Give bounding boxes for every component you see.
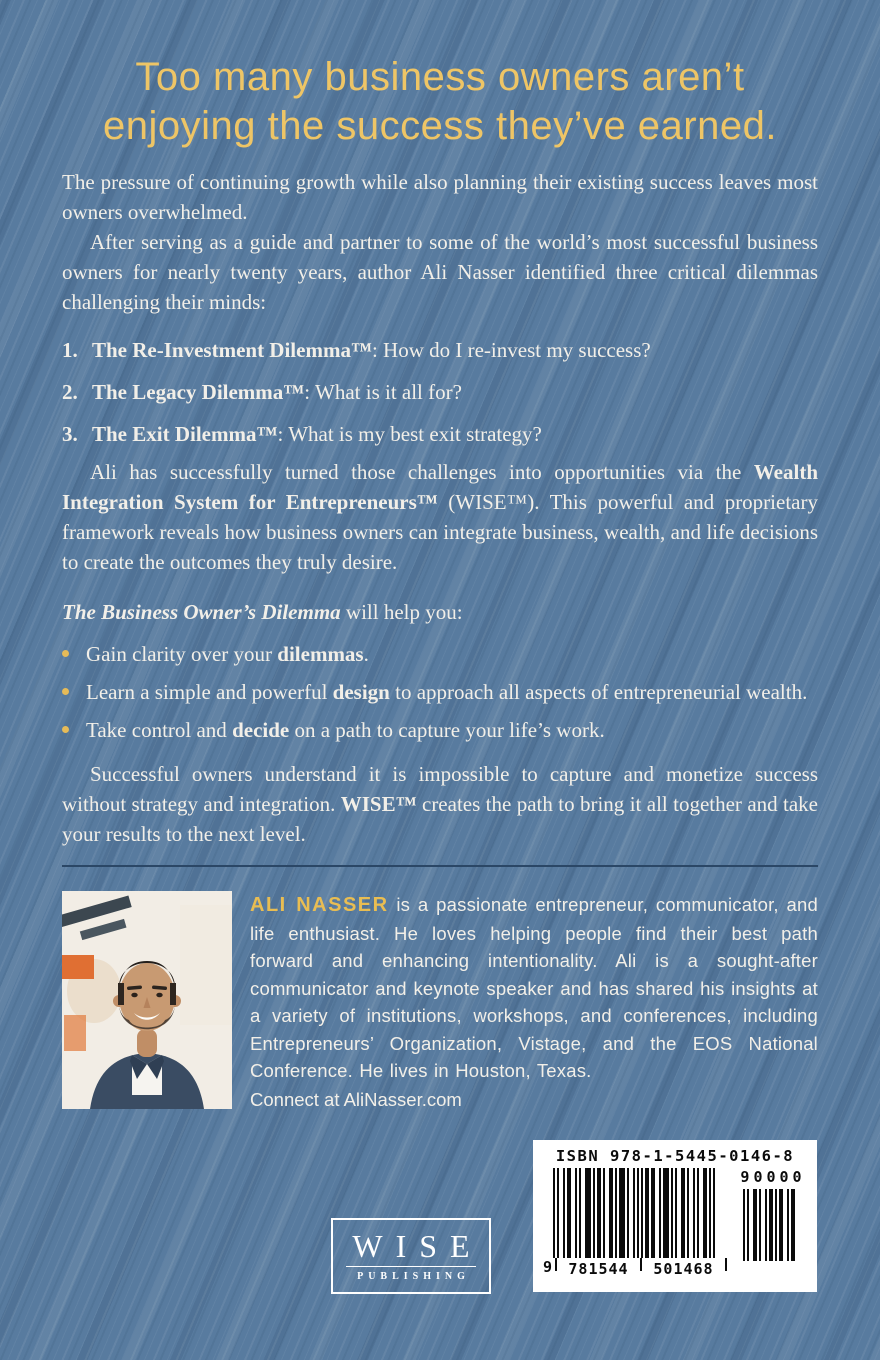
barcode-bars [553,1168,727,1258]
wise-paragraph: Ali has successfully turned those challenges into opportunities via the Wealth Integration System for Entrepreneurs™ (WISE™). This powerful and proprietary framework reveals how business owners can integrate business, wealth, and life decisions to create the outcomes they truly desire. [62,460,818,574]
author-bio-text: ALI NASSER is a passionate entrepreneur, communicator, and life enthusiast. He loves helping people find their best path forward and enhancing intentionality. Ali is a sought-after communicator and keynote speaker and has shared his insights at a variety of institutions, workshops, and conferences, including Entrepreneurs’ Organization, Vistage, and the EOS National Conference. He lives in Houston, Texas. [250,894,819,1081]
publisher-subtitle: PUBLISHING [357,1271,470,1282]
publisher-name: WISE [352,1228,483,1264]
price-code: 90000 [740,1168,806,1186]
wise-publishing-logo [331,1218,491,1294]
divider-line [62,865,818,867]
list-number: 2. [62,380,78,404]
help-line: The Business Owner’s Dilemma will help you: [62,600,463,624]
benefit-item [62,677,818,707]
intro-paragraph-2: After serving as a guide and partner to some of the world’s most successful business owners for nearly twenty years, author Ali Nasser identified three critical dilemmas challenging their minds: [62,230,818,314]
author-name: ALI NASSER [250,894,389,916]
author-photo [62,891,232,1109]
list-number: 1. [62,338,78,362]
intro-paragraph-1: The pressure of continuing growth while also planning their existing success leaves most owners overwhelmed. [62,170,818,224]
isbn-number: ISBN 978-1-5445-0146-8 [555,1147,795,1165]
list-text: The Legacy Dilemma™: What is it all for? [92,380,462,404]
isbn-barcode [533,1140,817,1292]
list-item-exit [62,419,818,449]
bullet-dot-icon [62,677,86,707]
list-text: The Exit Dilemma™: What is my best exit strategy? [92,422,542,446]
benefit-item [62,715,818,745]
benefit-text: Learn a simple and powerful design to approach all aspects of entrepreneurial wealth. [86,680,808,704]
headline: Too many business owners aren’t enjoying the success they’ve earned. [103,55,777,148]
price-supplement [735,1168,807,1278]
bullet-dot-icon [62,639,86,669]
connect-line: Connect at AliNasser.com [250,1088,462,1110]
supplement-bars [743,1189,807,1261]
list-item-reinvestment [62,335,818,365]
ean-digits: 9 781544 501468 [543,1258,727,1278]
benefit-text: Take control and decide on a path to capture your life’s work. [86,718,605,742]
dilemma-list [62,335,818,449]
ean-barcode [543,1168,727,1278]
logo-rule [346,1266,476,1267]
closing-paragraph: Successful owners understand it is impossible to capture and monetize success without strategy and integration. WISE™ creates the path to bring it all together and take your results to the next level. [62,762,818,846]
list-number: 3. [62,422,78,446]
bullet-dot-icon [62,715,86,745]
list-item-legacy [62,377,818,407]
list-text: The Re-Investment Dilemma™: How do I re-invest my success? [92,338,651,362]
author-bio [250,891,818,1111]
benefit-item [62,639,818,669]
benefit-text: Gain clarity over your dilemmas. [86,642,369,666]
benefit-list [62,639,818,745]
author-section [62,891,818,1111]
